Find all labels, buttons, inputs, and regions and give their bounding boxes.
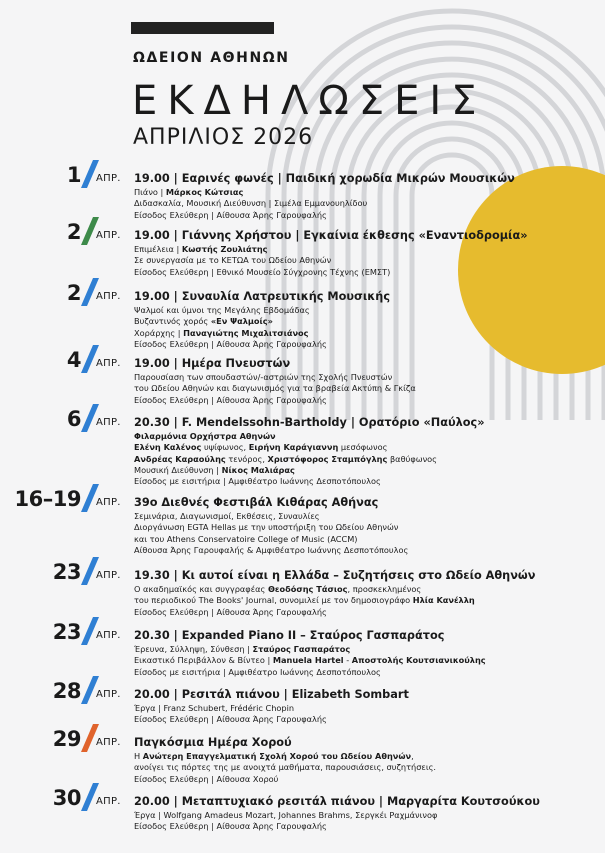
- detail-text: Είσοδος Ελεύθερη | Αίθουσα Άρης Γαρουφαλής: [134, 394, 327, 405]
- event-detail-line: [134, 210, 594, 221]
- event-detail-line: [134, 595, 594, 606]
- event-title: 19.00 | Εαρινές φωνές | Παιδική χορωδία Μικρών Μουσικών: [134, 172, 515, 185]
- event-details: [134, 688, 594, 726]
- event-detail-line: [134, 198, 594, 209]
- detail-text: Μουσική Διεύθυνση |: [134, 464, 222, 475]
- detail-text: Πιάνο |: [134, 187, 166, 197]
- event-detail-line: [134, 810, 594, 821]
- detail-name: Αποστολής Κουτσιανικούλης: [351, 655, 486, 666]
- event-detail-line: [134, 655, 594, 666]
- detail-text: μεσόφωνος: [338, 442, 388, 453]
- detail-text: Έργα | Franz Schubert, Frédéric Chopin: [134, 703, 295, 713]
- detail-text: Έργα | Wolfgang Amadeus Mozart, Johannes Brahms, Σεργκέι Ραχμάνινοφ: [134, 810, 438, 820]
- detail-text: του Ωδείου Αθηνών και διαγωνισμός για τα βραβεία Ακτύπη & Γκίζα: [134, 383, 416, 394]
- detail-text: Είσοδος Ελεύθερη | Αίθουσα Άρης Γαρουφαλής: [134, 209, 327, 220]
- event-title: 20.00 | Ρεσιτάλ πιάνου | Elizabeth Sombart: [134, 688, 409, 701]
- detail-text: ανοίγει τις πόρτες της με ανοιχτά μαθήματα, παρουσιάσεις, συζητήσεις.: [134, 762, 437, 773]
- detail-text: Αίθουσα Άρης Γαρουφαλής & Αμφιθέατρο Ιωάννης Δεσποτόπουλος: [134, 544, 409, 555]
- event-day: 23: [52, 560, 81, 584]
- detail-name: Κωστής Ζουλιάτης: [181, 244, 268, 254]
- detail-name: Manuela Hartel: [272, 655, 344, 666]
- event-month: ΑΠΡ.: [96, 570, 121, 581]
- event-title: 39ο Διεθνές Φεστιβάλ Κιθάρας Αθήνας: [134, 496, 379, 509]
- event-detail-line: [134, 584, 594, 595]
- detail-text: Ψαλμοί και ύμνοι της Μεγάλης Εβδομάδας: [134, 305, 310, 315]
- detail-text: υψίφωνος,: [201, 442, 249, 453]
- event-detail-line: [134, 821, 594, 832]
- detail-text: Χοράρχης |: [134, 327, 184, 338]
- event-date: [0, 220, 130, 259]
- event-title: 20.30 | Expanded Piano II – Σταύρος Γασπαράτος: [134, 629, 445, 642]
- event-day: 23: [52, 620, 81, 644]
- event-date: [0, 679, 130, 718]
- detail-text: και του Athens Conservatoire College of Music (ACCM): [134, 533, 358, 544]
- event-day: 16–19: [14, 487, 81, 511]
- detail-name: Ανώτερη Επαγγελματική Σχολή Χορού του Ωδείου Αθηνών: [142, 751, 412, 761]
- event-month: ΑΠΡ.: [96, 417, 121, 428]
- event-detail-line: [134, 534, 594, 545]
- event-day: 6: [66, 407, 81, 431]
- event-detail-line: [134, 667, 594, 678]
- event-detail-line: [134, 454, 594, 465]
- event-detail-line: [134, 545, 594, 556]
- detail-name: Νίκος Μαλιάρας: [221, 464, 295, 475]
- detail-text: -: [343, 655, 352, 666]
- event-date: [0, 163, 130, 202]
- event-details: [134, 172, 594, 221]
- detail-text: Είσοδος με εισιτήρια | Αμφιθέατρο Ιωάννης Δεσποτόπουλος: [134, 476, 381, 487]
- event-title: 20.30 | F. Mendelssohn-Bartholdy | Ορατόριο «Παύλος»: [134, 416, 485, 429]
- event-detail-line: [134, 383, 594, 394]
- event-details: [134, 229, 594, 278]
- event-details: [134, 569, 594, 618]
- event-date: [0, 786, 130, 825]
- detail-name: Σταύρος Γασπαράτος: [252, 644, 351, 654]
- event-detail-line: [134, 751, 594, 762]
- organization-name: ΩΔΕΙΟΝ ΑΘΗΝΩΝ: [133, 50, 290, 66]
- event-detail-line: [134, 244, 594, 255]
- detail-text: του περιοδικού The Books' Journal, συνομιλεί με τον δημοσιογράφο: [134, 595, 413, 606]
- event-day: 2: [66, 281, 81, 305]
- event-date: [0, 620, 130, 659]
- event-day: 4: [66, 348, 81, 372]
- event-month: ΑΠΡ.: [96, 173, 121, 184]
- event-detail-line: [134, 703, 594, 714]
- event-detail-line: [134, 339, 594, 350]
- event-day: 2: [66, 220, 81, 244]
- event-month: ΑΠΡ.: [96, 230, 121, 241]
- event-detail-line: [134, 442, 594, 453]
- event-detail-line: [134, 607, 594, 618]
- detail-text: Έρευνα, Σύλληψη, Σύνθεση |: [134, 644, 253, 654]
- event-detail-line: [134, 255, 594, 266]
- detail-text: Διοργάνωση EGTA Hellas με την υποστήριξη του Ωδείου Αθηνών: [134, 522, 399, 533]
- detail-name: Ανδρέας Καραούλης: [134, 453, 226, 464]
- event-details: [134, 416, 594, 487]
- detail-text: Ο ακαδημαϊκός και συγγραφέας: [134, 584, 268, 594]
- event-day: 30: [52, 786, 81, 810]
- detail-text: Η: [134, 751, 143, 761]
- detail-text: Εικαστικό Περιβάλλον & Βίντεο |: [134, 655, 273, 666]
- page-title: ΕΚΔΗΛΩΣΕΙΣ: [132, 78, 487, 124]
- event-title: 20.00 | Μεταπτυχιακό ρεσιτάλ πιάνου | Μαργαρίτα Κουτσούκου: [134, 795, 540, 808]
- detail-text: Βυζαντινός χορός: [134, 316, 211, 327]
- event-date: [0, 727, 130, 766]
- event-date: [0, 348, 130, 387]
- event-detail-line: [134, 762, 594, 773]
- detail-text: Είσοδος Ελεύθερη | Αίθουσα Άρης Γαρουφαλής: [134, 338, 327, 349]
- detail-name: Ηλία Κανέλλη: [412, 595, 475, 606]
- event-detail-line: [134, 476, 594, 487]
- event-title: 19.00 | Συναυλία Λατρευτικής Μουσικής: [134, 290, 391, 303]
- detail-text: Σεμινάρια, Διαγωνισμοί, Εκθέσεις, Συναυλίες: [134, 511, 320, 521]
- detail-text: , προσκεκλημένος: [347, 584, 422, 594]
- event-day: 1: [66, 163, 81, 187]
- page-subtitle: ΑΠΡΙΛΙΟΣ 2026: [133, 125, 314, 150]
- event-detail-line: [134, 328, 594, 339]
- event-month: ΑΠΡ.: [96, 630, 121, 641]
- detail-name: Μάρκος Κώτσιας: [165, 187, 244, 197]
- detail-name: Ελένη Καλένος: [134, 442, 202, 453]
- event-month: ΑΠΡ.: [96, 796, 121, 807]
- event-details: [134, 736, 594, 785]
- event-month: ΑΠΡ.: [96, 358, 121, 369]
- event-month: ΑΠΡ.: [96, 737, 121, 748]
- detail-name: Χριστόφορος Σταμπόγλης: [267, 453, 388, 464]
- event-details: [134, 290, 594, 350]
- detail-text: Διδασκαλία, Μουσική Διεύθυνση | Σιμέλα Εμμανουηλίδου: [134, 198, 368, 209]
- detail-name: Ειρήνη Καράγιαννη: [248, 442, 339, 453]
- detail-text: Είσοδος Ελεύθερη | Αίθουσα Άρης Γαρουφαλής: [134, 821, 327, 832]
- detail-text: ,: [411, 751, 414, 761]
- event-details: [134, 629, 594, 678]
- detail-text: Είσοδος Ελεύθερη | Εθνικό Μουσείο Σύγχρονης Τέχνης (ΕΜΣΤ): [134, 266, 391, 277]
- event-title: 19.30 | Κι αυτοί είναι η Ελλάδα – Συζητήσεις στο Ωδείο Αθηνών: [134, 569, 536, 582]
- event-detail-line: [134, 395, 594, 406]
- event-title: 19.00 | Γιάννης Χρήστου | Εγκαίνια έκθεσης «Εναντιοδρομία»: [134, 229, 528, 242]
- event-month: ΑΠΡ.: [96, 291, 121, 302]
- event-month: ΑΠΡ.: [96, 689, 121, 700]
- detail-text: βαθύφωνος: [387, 453, 437, 464]
- event-date: [0, 487, 130, 526]
- event-detail-line: [134, 431, 594, 442]
- event-detail-line: [134, 511, 594, 522]
- event-detail-line: [134, 714, 594, 725]
- event-day: 29: [52, 727, 81, 751]
- event-day: 28: [52, 679, 81, 703]
- detail-text: Είσοδος Ελεύθερη | Αίθουσα Άρης Γαρουφαλής: [134, 714, 327, 725]
- detail-text: Παρουσίαση των σπουδαστών/-αστριών της Σχολής Πνευστών: [134, 372, 393, 382]
- detail-name: «Εν Ψαλμοίς»: [210, 316, 273, 327]
- event-date: [0, 407, 130, 446]
- event-details: [134, 496, 594, 556]
- event-detail-line: [134, 372, 594, 383]
- detail-text: Σε συνεργασία με το ΚΕΤΩΑ του Ωδείου Αθηνών: [134, 255, 332, 266]
- event-title: 19.00 | Ημέρα Πνευστών: [134, 357, 291, 370]
- event-detail-line: [134, 187, 594, 198]
- event-month: ΑΠΡ.: [96, 497, 121, 508]
- detail-text: τενόρος,: [225, 453, 268, 464]
- detail-name: Παναγιώτης Μιχαλιτσιάνος: [183, 327, 309, 338]
- event-date: [0, 281, 130, 320]
- detail-name: Φιλαρμόνια Ορχήστρα Αθηνών: [134, 431, 276, 441]
- event-detail-line: [134, 644, 594, 655]
- detail-text: Είσοδος Ελεύθερη | Αίθουσα Άρης Γαρουφαλής: [134, 606, 327, 617]
- detail-text: Είσοδος Ελεύθερη | Αίθουσα Χορού: [134, 773, 279, 784]
- detail-name: Θεοδόσης Τάσιος: [267, 584, 348, 594]
- event-details: [134, 795, 594, 833]
- event-details: [134, 357, 594, 406]
- detail-text: Είσοδος με εισιτήρια | Αμφιθέατρο Ιωάννης Δεσποτόπουλος: [134, 666, 381, 677]
- event-title: Παγκόσμια Ημέρα Χορού: [134, 736, 292, 749]
- event-detail-line: [134, 305, 594, 316]
- event-detail-line: [134, 465, 594, 476]
- event-detail-line: [134, 267, 594, 278]
- event-detail-line: [134, 522, 594, 533]
- event-date: [0, 560, 130, 599]
- detail-text: Επιμέλεια |: [134, 244, 182, 254]
- event-detail-line: [134, 316, 594, 327]
- event-detail-line: [134, 774, 594, 785]
